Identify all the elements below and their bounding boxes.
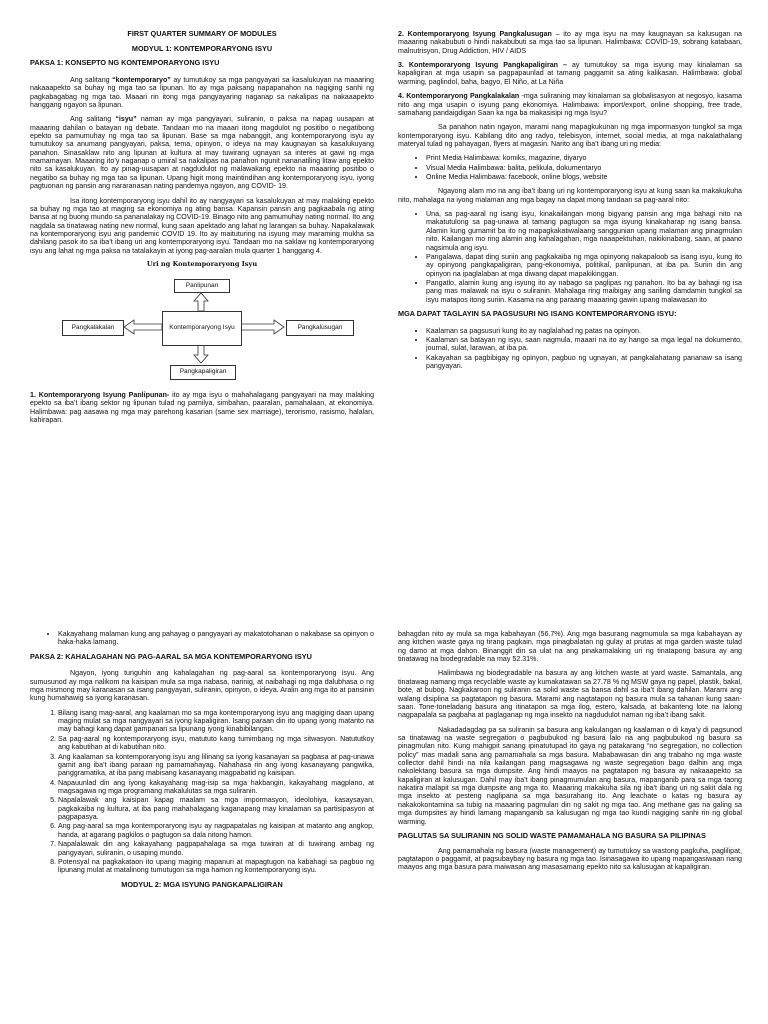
- diagram-box-panlipunan: Panlipunan: [174, 279, 230, 293]
- list-item: • Kakayahang malaman kung ang pahayag o pangyayari ay makatotohanan o nakabase sa opinyon o haka-haka lamang.: [58, 630, 374, 647]
- text-span: – ito ay mga isyu na may kaugnayan sa kalusugan na maaaring nakabubuti o hindi nakabubuti sa mga tao sa lipunan. Halimbawa: COVID-19, sobrang katabaan, malnutrisyon, Drug Addiction, HIV / AIDS: [398, 30, 742, 55]
- paragraph-pangkalusugan: [398, 30, 742, 55]
- paragraph-kahalagahan: Ngayon, iyong tunguhin ang kahalagahan ng pag-aaral sa kontemporaryong isyu. Ang sumusunod ay mga nalikom na kaisipan mula sa mga nabasa, narinig, at naibahagi ng mga dalubhasa o ng mga mismong may karanasan sa isang pangyayari, suliranin, opinyon, o ideya. Aralin ang mga ito at pansinin kung humahawig sa iyong karanasan.: [30, 669, 374, 703]
- paragraph-pangkalakalan: [398, 92, 742, 117]
- diagram-box-pangkalakalan: Pangkalakalan: [62, 320, 124, 336]
- text-span: naman ay mga pangyayari, suliranin, o paksa na napag uusapan at maaaring dahilan o batayan ng debate. Tandaan mo na maaari itong magdulot ng positibo o negatibong epekto sa pamumuhay ng mga tao sa lipunan. Base sa mga nabanggit, ang kontemporaryong isyu ay tumutukoy sa anumang pangyayari, paksa, tema, opinyon, o ideya na may kaugnayan sa kasalukuyang panahon. Sinasaklaw nito ang lipunan at kultura at may tuwirang ugnayan sa interes at gawi ng mga mamamayan. Maaaring ito’y naganap o umiral sa nakalipas na panahon ngunit nananatiling litaw ang epekto nito sa kasalukuyan. Ito ay pinag-uusapan at nagdudulot ng malawakang epekto na maaaring positibo o negatibo sa buhay ng mga tao sa lipunan. Upang higit mong maintindihan ang kontemporaryong isyu, iyong pagtuonan ng pansin ang nararanasan nating pandemya ngayon, ang COVID- 19.: [30, 115, 374, 191]
- text-span: Ang salitang: [70, 75, 113, 84]
- text-span: -mga suliraning may kinalaman sa globalisasyon at negosyo, kasama nito ang mga usapin o isyung pang ekonomiya. Halimbawa: import/export, online shopping, free trade, samahang pandaigdigan Saan ka nga ba makasisipi ng mga Isyu?: [398, 92, 742, 117]
- arrow-up-icon: [194, 293, 208, 311]
- paragraph-media: Sa panahon natin ngayon, marami nang mapagkukunan ng mga impormasyon tungkol sa mga kontemporaryong isyu. Kabilang dito ang radyo, telebisyon, internet, social media, at mga nakalathalang materyal tulad ng pahayagan, flyers at magasin. Narito ang iba’t ibang uri ng media:: [398, 123, 742, 148]
- list-item: 6. Ang pag-aaral sa mga kontemporaryong isyu ay nagpapatalas ng kaisipan at matanto ang angkop, handa, at agarang pagkilos o pagtugon sa dala nitong hamon.: [58, 822, 374, 839]
- modyul-1-heading: MODYUL 1: KONTEMPORARYONG ISYU: [131, 43, 273, 53]
- paragraph-waste-management: Ang pamamahala ng basura (waste management) ay tumutukoy sa wastong pagkuha, paglilipat, pagtatapon o paggamit, at pagsubaybay ng basura ng mga tao. Isinasagawa ito upang mapangasiwaan nang maayos ang mga basura para maiwasan ang masasamang epekto nito sa kalusugan at kapaligiran.: [398, 846, 742, 872]
- text-span: Ang salitang: [70, 115, 116, 124]
- list-item: 8. Potensyal na pagkakataon ito upang maging mapanuri at mapagtugon na kabahagi sa pagbuo ng lipunang mulat at matalinong tumutugon sa mga hamon ng kontemporaryong isyu.: [58, 858, 374, 875]
- bold-term: “kontemporaryo”: [112, 75, 171, 84]
- paragraph-kontemporaryo: [30, 76, 374, 109]
- taglayin-list-continued: [30, 630, 374, 647]
- diagram-box-pangkalusugan: Pangkalusugan: [286, 320, 354, 336]
- bold-term: 3. Kontemporaryong Isyung Pangkapaligiran –: [398, 61, 567, 70]
- paragraph-kabahayan: bahagdan nito ay mula sa mga kabahayan (56.7%). Ang mga basurang nagmumula sa mga kabahayan ay ang kitchen waste gaya ng tirang pagkain, mga pinagbalatan ng gulay at prutas at mga garden waste tulad ng damo at mga dahon. Binanggit din sa ulat na ang pinakamalaking uri ng tinatapong basura ay ang tinatawag na biodegradable na may 52.31%.: [398, 630, 742, 664]
- list-item: • Online Media Halimbawa: facebook, online blogs, website: [426, 173, 742, 181]
- list-item: 2. Sa pag-aaral ng kontemporaryong isyu, matututo kang tumimbang ng mga sitwasyon. Natututkoy ang kabutihan at di kabutihan nito.: [58, 735, 374, 752]
- list-item: • Kakayahan sa pagbibigay ng opinyon, pagbuo ng ugnayan, at pangkalahatang pananaw sa isang pangyayari.: [426, 354, 742, 371]
- diagram-title: Uri ng Kontemporaryong Isyu: [146, 260, 258, 269]
- text-span: ay tumutukoy sa mga pangyayari sa kasalukuyan na maaaring nakaaapekto sa buhay ng mga tao sa lipunan. Ito ay mga paksang napapanahon na nagiging sanhi ng pagkabagabag ng mga tao. Maaari rin itong mga pangyayaring naganap sa nakalipas na nakaaapekto hanggang ngayon sa lipunan.: [30, 75, 375, 109]
- list-item: 4. Napauunlad din ang iyong kakayahang mag-isip sa mga hakbangin, kakayahang magplano, at magsagawa ng mga programang makalulutas sa mga suliranin.: [58, 779, 374, 796]
- paragraph-segregation: Nakadadagdag pa sa suliranin sa basura ang kakulangan ng kaalaman o di kaya’y di pagsunod sa tinatawag na waste segregation o pagbubukod ng basura lalo na ang pagbubukod ng basura sa pinagmulan nito. Kung mahigpit sanang ipinatutupad ito gaya ng patakarang “no segregation, no collection policy” mas madali sana ang pamamahala sa mga basura. Mababawasan din ang trabaho ng mga waste collector dahil hindi na nila kailangan pang magsagawa ng waste segregation bago dalhin ang mga nakolektang basura sa mga dumpsite. Ang hindi maayos na pagtatapon ng basura ay nakaaapekto sa kapaligiran at kalusugan. Dahil may iba’t ibang pinagmumulan ang basura, mapanganib para sa mga taong nakatira malapit sa mga dumpsite ang mga ito. Maaaring makakuha sila ng iba’t ibang uri ng sakit dala ng mga insekto at pesteng naglipana sa mga basurahang ito. Ang leachate o katas ng basura ay nakakokontamina sa tubig na maaaring pagmulan din ng sakit ng mga tao. Ang methane gas na galing sa mga dumpsites ay hindi lamang mapanganib sa kalusugan ng mga tao kundi nagiging sanhi rin ng global warming.: [398, 725, 742, 826]
- paglutas-heading: PAGLUTAS SA SULIRANIN NG SOLID WASTE PAMAMAHALA NG BASURA SA PILIPINAS: [398, 830, 706, 840]
- bold-term: “isyu”: [115, 115, 137, 124]
- list-item: • Pangalawa, dapat ding suriin ang pagkakaiba ng mga opinyong nakapaloob sa isang isyu, kung ito ay opinyong pangkapaligiran, pang-ekonomiya, politikal, panlipunan, at iba pa. Suriin din ang opinyon na ipaglalaban at mga diwang dapat mapakikinggan.: [426, 253, 742, 278]
- paksa-1-heading: PAKSA 1: KONSEPTO NG KONTEMPORARYONG ISYU: [30, 58, 220, 68]
- diagram-box-center: Kontemporaryong Isyu: [162, 311, 242, 346]
- text-span: ito ay mga isyu o mahahalagang pangyayari na may malaking epekto sa iba’t ibang sektor ng lipunan tulad ng pamilya, simbahan, paaralan, pamahalaan, at ekonomiya. Halimbawa: pag aasawa ng mga may parehong kasarian (same sex marriage), terorismo, rasismo, halalan, kahirapan.: [30, 390, 375, 424]
- paksa-2-heading: PAKSA 2: KAHALAGAHAN NG PAG-AARAL SA MGA KONTEMPORARYONG ISYU: [30, 651, 312, 661]
- list-item: 3. Ang kaalaman sa kontemporaryong isyu ang lilinang sa iyong kasanayan sa pagbasa at pag-unawa gamit ang iba’t ibang paraan ng pamamahayag. Nahahasa rin ang iyong kasanayang pangwika, panggramatika, at iba pang mabisang kasanayang magpabatid ng kaisipan.: [58, 753, 374, 778]
- list-item: 1. Bilang isang mag-aaral, ang kaalaman mo sa mga kontemporaryong isyu ang magiging daan upang maging mulat sa mga nangyayari sa iyong kapaligiran. Isang paraan din ito upang iyong matanto na may bahagi kang dapat gampanan sa lipunang iyong kinabibilangan.: [58, 709, 374, 734]
- document-title: FIRST QUARTER SUMMARY OF MODULES: [127, 29, 277, 38]
- taglayin-heading: MGA DAPAT TAGLAYIN SA PAGSUSURI NG ISANG KONTEMPORARYONG ISYU:: [398, 309, 677, 319]
- diagram-box-pangkapaligiran: Pangkapaligiran: [170, 365, 236, 380]
- arrow-right-icon: [240, 320, 284, 334]
- document-page-2: [0, 620, 768, 1024]
- list-item: • Visual Media Halimbawa: balita, pelikula, dokumentaryo: [426, 164, 742, 172]
- page2-right-column: [398, 630, 742, 878]
- arrow-left-icon: [124, 320, 162, 334]
- tips-list: [398, 210, 742, 304]
- text-span: ay tumutukoy sa mga isyung may kinalaman sa kapaligiran at mga usapin sa pagpapaunlad at tamang paggamit sa ating kalikasan. Halimbawa: global warming, paglindol, baha, bagyo, El Niño, at La Niña: [398, 61, 742, 86]
- paragraph-tandaan: Ngayong alam mo na ang iba’t ibang uri ng kontemporaryong isyu at kung saan ka makakukuha nito, mahalaga na iyong malaman ang mga bagay na dapat mong tandaan sa pag-aaral nito:: [398, 187, 742, 204]
- page1-left-column: [30, 30, 374, 430]
- page1-right-column: [398, 30, 742, 376]
- benefits-list: [30, 709, 374, 875]
- arrow-down-icon: [194, 345, 208, 363]
- bold-term: 1. Kontemporaryong Isyung Panlipunan-: [30, 390, 170, 399]
- paragraph-biodegradable: Halimbawa ng biodegradable na basura ay ang kitchen waste at yard waste. Samantala, ang tinatawag namang mga recyclable waste ay kumakatawan sa 27.78 % ng MSW gaya ng papel, plastik, bakal, bote, at bubog. Nagkakaroon ng suliranin sa solid waste sa bansa dahil sa iba’t ibang dahilan. Marami ang walang disiplina sa pagtatapon ng basura. Marami ang nagtatapon ng basura mula sa tahanan kung saan-saan. Tone-toneladang basura ang itinatapon sa mga ilog, estero, kalsada, at bakanteng lote na lalong nagpapalala sa pagbaha at paglaganap ng mga insekto na nagdudulot naman ng iba’t ibang sakit.: [398, 669, 742, 720]
- list-item: • Pangatlo, alamin kung ang isyung ito ay nabago sa paglipas ng panahon. Ito ba ay bahagi ng isa pang mas malawak na isyu o suliranin. Mahalaga ring maibigay ang sariling damdamin tungkol sa isyu matapos itong suriin. Kasama na ang paraang maaaring gawin upang malawasan ito: [426, 279, 742, 304]
- bold-term: 2. Kontemporaryong Isyung Pangkalusugan: [398, 30, 552, 38]
- paragraph-panlipunan: [30, 391, 374, 424]
- uri-diagram: [30, 271, 374, 391]
- bold-term: 4. Kontemporaryong Pangkalakalan: [398, 92, 520, 101]
- media-list: [398, 154, 742, 181]
- list-item: • Kaalaman sa batayan ng isyu, saan nagmula, maaari na ito ay hango sa mga legal na dokumento, journal, sulat, larawan, at iba pa.: [426, 336, 742, 353]
- paragraph-isyu: [30, 115, 374, 190]
- list-item: 5. Napalalawak ang kaisipan kapag maalam sa mga impormasyon, ideolohiya, kasaysayan, pagkakaiba ng kultura, at iba pang mahahalagang kaganapang may kinalaman sa partisipasyon at pagpapasya.: [58, 796, 374, 821]
- page2-left-column: [30, 630, 374, 889]
- taglayin-list: [398, 327, 742, 371]
- list-item: • Kaalaman sa pagsusuri kung ito ay naglalahad ng patas na opinyon.: [426, 327, 742, 335]
- paragraph-pangkapaligiran: [398, 61, 742, 86]
- paragraph-covid: Isa itong kontemporaryong isyu dahil ito ay nangyayari sa kasalukuyan at may malaking epekto sa buhay ng mga tao at maging sa ekonomiya ng ating bansa. Kapansin pansin ang pagkaabala ng ating bansa at ng buong mundo sa pananalakay ng COVID-19. Binago nito ang pamumuhay nating normal. Ito ang nagdala sa tinatawag nating new normal, kung saan apektado ang lahat ng larangan sa buhay. Napakalawak na kontemporaryong isyu ang pandemic COVID 19. Ito ay maituturing na isyung may maraming mukha sa dahilang pasok ito sa iba’t ibang uri ang kontemporaryong isyu. Tandaan mo na saklaw ng kontemporaryong isyu ang lahat ng mga paksa na tatalakayin at iyong pag-aaralan mula quarter 1 hanggang 4.: [30, 196, 374, 255]
- list-item: • Una, sa pag-aaral ng isang isyu, kinakailangan mong bigyang pansin ang mga bahagi nito na makatutulong sa pag-unawa at tamang pagtugon sa mga isyung kinakaharap ng isang bansa. Alamin kung gumamit ba ito ng mapagkakatiwalaang sanggunian upang malaman ang pinagmulan nito. Kailangan mo ring alamin ang kahalagahan, mga naaapektuhan, nakikinabang, saan, at paano nagsimula ang isyu.: [426, 210, 742, 252]
- list-item: • Print Media Halimbawa: komiks, magazine, diyaryo: [426, 154, 742, 162]
- list-item: 7. Napalalawak din ang kakayahang pagpapahalaga sa mga tuwiran at di tuwirang ambag ng pangyayari, suliranin, o usaping mundo.: [58, 840, 374, 857]
- modyul-2-heading: MODYUL 2: MGA ISYUNG PANGKAPALIGIRAN: [121, 879, 283, 889]
